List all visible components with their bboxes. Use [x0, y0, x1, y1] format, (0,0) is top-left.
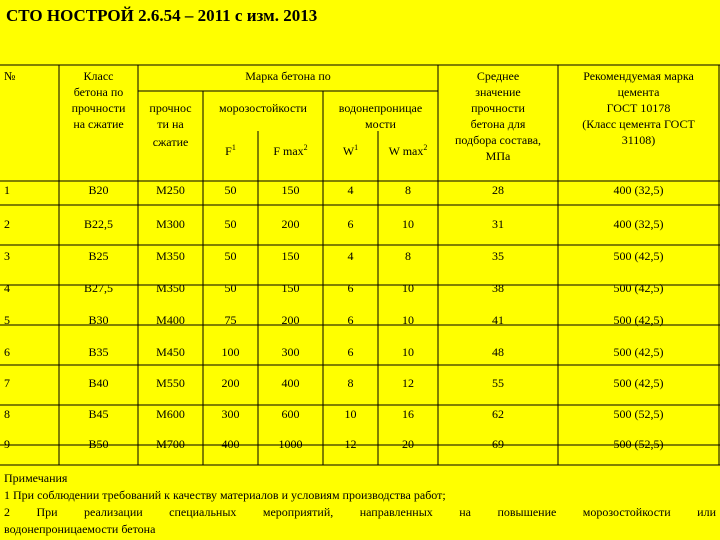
cell-avg: 69 [492, 437, 504, 451]
cell-cls: В20 [88, 183, 109, 197]
header-w1 [323, 140, 378, 159]
header-line: подбора состава, [454, 133, 542, 147]
cell-w: 6 [347, 313, 354, 327]
header-line: значение [475, 85, 521, 99]
notes [4, 470, 716, 538]
header-wmax-text: W max [388, 144, 424, 158]
notes-heading: Примечания [4, 471, 68, 485]
header-line: Рекомендуемая марка [583, 69, 694, 83]
cell-wmax: 8 [405, 249, 411, 263]
header-line: прочнос [149, 101, 192, 115]
header-line: цемента [617, 85, 660, 99]
header-line: прочности [71, 101, 126, 115]
cell-n: 4 [4, 281, 10, 295]
cell-cls: В30 [88, 313, 109, 327]
cell-n: 3 [4, 249, 10, 263]
cell-w: 6 [347, 345, 354, 359]
cell-cls: В25 [88, 249, 109, 263]
header-line: ти на [157, 117, 184, 131]
cell-avg: 41 [492, 313, 504, 327]
cell-n: 6 [4, 345, 10, 359]
cell-cem: 500 (42,5) [613, 281, 664, 295]
cell-wmax: 10 [402, 217, 414, 231]
cell-n: 8 [4, 407, 10, 421]
header-line: сжатие [152, 135, 189, 149]
cell-fmax: 150 [281, 183, 300, 197]
cell-f: 300 [221, 407, 240, 421]
note-2: 2 При реализации специальных мероприятий, направленных на повышение морозостойкости или [4, 505, 716, 519]
cell-n: 5 [4, 313, 10, 327]
cell-m: М450 [156, 345, 185, 359]
header-strength [138, 100, 203, 150]
cell-avg: 62 [492, 407, 504, 421]
cell-f: 50 [224, 249, 237, 263]
cell-avg: 35 [492, 249, 504, 263]
cell-avg: 28 [492, 183, 504, 197]
header-fmax-sup: 2 [303, 143, 308, 152]
cell-avg: 31 [492, 217, 504, 231]
cell-cem: 500 (42,5) [613, 376, 664, 390]
cell-w: 10 [344, 407, 357, 421]
header-f1-sup: 1 [231, 143, 236, 152]
cell-f: 50 [224, 217, 237, 231]
header-fmax [258, 140, 323, 159]
header-f1 [203, 140, 258, 159]
cell-cem: 500 (52,5) [613, 437, 664, 451]
header-w1-text: W [342, 144, 355, 158]
cell-wmax: 12 [402, 376, 414, 390]
header-f1-text: F [225, 144, 232, 158]
header-line: МПа [485, 149, 511, 163]
cell-m: М550 [156, 376, 185, 390]
cell-wmax: 10 [402, 281, 414, 295]
cell-n: 7 [4, 376, 10, 390]
header-line: бетона для [470, 117, 526, 131]
cell-fmax: 300 [281, 345, 300, 359]
cell-fmax: 1000 [278, 437, 303, 451]
cell-w: 4 [347, 249, 354, 263]
header-concrete-class [59, 68, 138, 132]
cell-wmax: 10 [402, 313, 414, 327]
header-line: 31108) [621, 133, 656, 147]
header-avg-strength [438, 68, 558, 164]
cell-m: М350 [156, 249, 185, 263]
cell-fmax: 200 [281, 217, 300, 231]
cell-w: 4 [347, 183, 354, 197]
header-fmax-text: F max [273, 144, 304, 158]
cell-fmax: 400 [281, 376, 300, 390]
header-line: Класс [83, 69, 114, 83]
cell-cem: 400 (32,5) [613, 217, 664, 231]
cell-f: 100 [221, 345, 240, 359]
cell-wmax: 8 [405, 183, 411, 197]
cell-m: М250 [156, 183, 185, 197]
cell-cls: В22,5 [83, 217, 113, 231]
header-wmax-sup: 2 [423, 143, 428, 152]
header-frost: морозостойкости [219, 101, 307, 115]
cell-avg: 48 [492, 345, 504, 359]
cell-cem: 500 (42,5) [613, 345, 664, 359]
document-title: СТО НОСТРОЙ 2.6.54 – 2011 с изм. 2013 [6, 6, 318, 25]
cell-m: М700 [156, 437, 185, 451]
cell-w: 6 [347, 281, 354, 295]
header-line: водонепроницае [338, 101, 423, 115]
note-1: 1 При соблюдении требований к качеству материалов и условиям производства работ; [4, 488, 446, 502]
cell-w: 6 [347, 217, 354, 231]
header-line: Среднее [476, 69, 520, 83]
cell-n: 9 [4, 437, 10, 451]
cell-avg: 55 [492, 376, 504, 390]
cell-cls: В40 [88, 376, 109, 390]
cell-cem: 500 (42,5) [613, 249, 664, 263]
cell-cls: В45 [88, 407, 109, 421]
cell-fmax: 600 [281, 407, 300, 421]
cell-cls: В27,5 [83, 281, 113, 295]
header-number: № [4, 69, 16, 83]
note-3: водонепроницаемости бетона [4, 522, 156, 536]
header-line: ГОСТ 10178 [606, 101, 671, 115]
cell-cls: В50 [88, 437, 109, 451]
cell-f: 75 [224, 313, 237, 327]
cell-fmax: 200 [281, 313, 300, 327]
cell-m: М350 [156, 281, 185, 295]
cell-n: 1 [4, 183, 10, 197]
cell-f: 200 [221, 376, 240, 390]
header-recommended-cement [558, 68, 719, 148]
cell-fmax: 150 [281, 281, 300, 295]
cell-w: 8 [347, 376, 354, 390]
header-water [323, 100, 438, 132]
header-line: прочности [471, 101, 525, 115]
cell-avg: 38 [492, 281, 504, 295]
header-line: на сжатие [73, 117, 124, 131]
cell-n: 2 [4, 217, 10, 231]
cell-m: М400 [156, 313, 185, 327]
header-w1-sup: 1 [354, 143, 359, 152]
cell-m: М600 [156, 407, 185, 421]
cell-f: 50 [224, 281, 237, 295]
cell-cls: В35 [88, 345, 109, 359]
cell-f: 400 [221, 437, 240, 451]
cell-cem: 500 (52,5) [613, 407, 664, 421]
cell-fmax: 150 [281, 249, 300, 263]
cell-w: 12 [344, 437, 357, 451]
cell-wmax: 16 [402, 407, 414, 421]
cell-cem: 400 (32,5) [613, 183, 664, 197]
header-line: (Класс цемента ГОСТ [582, 117, 695, 131]
cell-wmax: 10 [402, 345, 414, 359]
header-line: бетона по [73, 85, 124, 99]
cell-m: М300 [156, 217, 185, 231]
cell-f: 50 [224, 183, 237, 197]
header-mark-group: Марка бетона по [245, 69, 331, 83]
header-wmax [378, 140, 438, 159]
cell-cem: 500 (42,5) [613, 313, 664, 327]
header-line: мости [365, 117, 396, 131]
cell-wmax: 20 [402, 437, 414, 451]
